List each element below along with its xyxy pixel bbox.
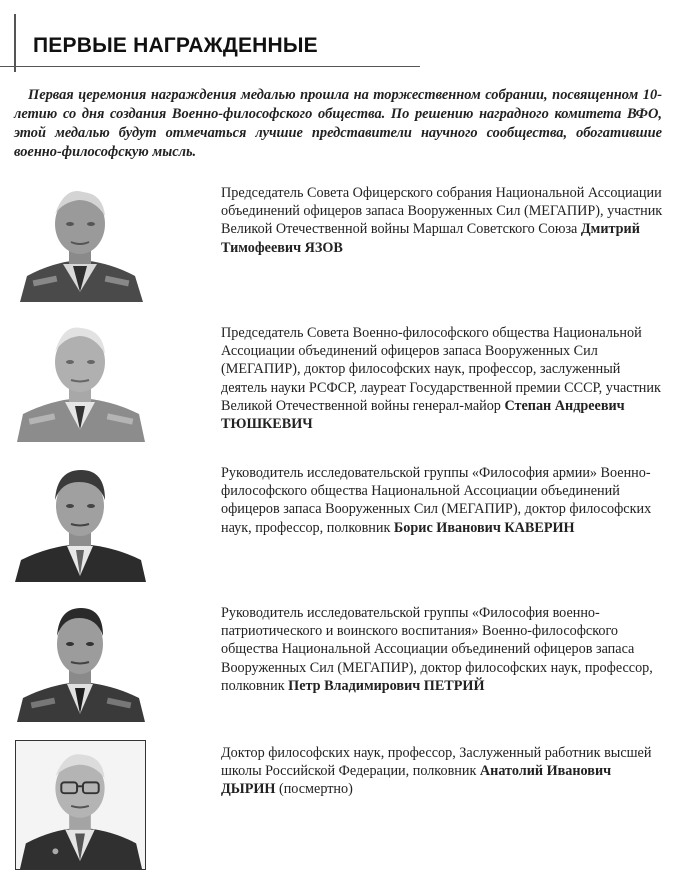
corner-rule-vertical xyxy=(14,14,16,72)
portrait-photo-1 xyxy=(15,180,146,302)
portrait-photo-2 xyxy=(15,320,146,442)
portrait-2-icon xyxy=(15,320,146,442)
awardee-1-name: Дмитрий Тимофеевич ЯЗОВ xyxy=(221,221,640,256)
portrait-5-icon xyxy=(16,741,145,869)
awardee-3-name: Борис Иванович КАВЕРИН xyxy=(393,519,575,536)
portrait-photo-3 xyxy=(15,460,146,582)
awardee-4-description: Руководитель исследовательской группы «Философия военно-патриотического и воинского воспитания» Военно-философского общества Национальной Ассоциации объединений офицеров запаса Вооруженных Сил (МЕГАПИР), доктор философских наук, профессор, полковник Петр Владимирович ПЕТРИЙ xyxy=(221,605,653,694)
portrait-4-icon xyxy=(15,600,146,722)
portrait-photo-5 xyxy=(15,740,146,870)
awardee-1-description: Председатель Совета Офицерского собрания Национальной Ассоциации объединений офицеров запаса Вооруженных Сил (МЕГАПИР), участник Великой Отечественной войны Маршал Советского Союза Дмитрий Тимофеевич ЯЗОВ xyxy=(221,185,663,256)
awardee-5-name: Анатолий Иванович ДЫРИН xyxy=(221,763,612,798)
awardee-2-description: Председатель Совета Военно-философского общества Национальной Ассоциации объединений офицеров запаса Вооруженных Сил (МЕГАПИР), доктор философских наук, профессор, заслуженный деятель науки РСФСР, лауреат Государственной премии СССР, участник Великой Отечественной войны генерал-майор Степан Андреевич ТЮШКЕВИЧ xyxy=(221,325,661,433)
portrait-3-icon xyxy=(15,460,146,582)
awardee-5-description: Доктор философских наук, профессор, Заслуженный работник высшей школы Российской Федерации, полковник Анатолий Иванович ДЫРИН (посмертно) xyxy=(221,745,652,798)
portrait-photo-4 xyxy=(15,600,146,722)
page-title: ПЕРВЫЕ НАГРАЖДЕННЫЕ xyxy=(33,34,318,57)
intro-paragraph: Первая церемония награждения медалью прошла на торжественном собрании, посвященном 10-летию со дня создания Военно-философского общества. По решению наградного комитета ВФО, этой медалью будут отмечаться лучшие представители научного сообщества, обогатившие военно-философскую мысль. xyxy=(14,87,662,160)
awardee-2-name: Степан Андреевич ТЮШКЕВИЧ xyxy=(221,397,625,433)
awardee-3-description: Руководитель исследовательской группы «Философия армии» Военно-философского общества Национальной Ассоциации объединений офицеров запаса Вооруженных Сил (МЕГАПИР), доктор философских наук, профессор, полковник Борис Иванович КАВЕРИН xyxy=(221,465,652,536)
corner-rule-horizontal xyxy=(0,66,420,67)
awardee-4-name: Петр Владимирович ПЕТРИЙ xyxy=(288,677,485,694)
portrait-1-icon xyxy=(15,180,146,302)
